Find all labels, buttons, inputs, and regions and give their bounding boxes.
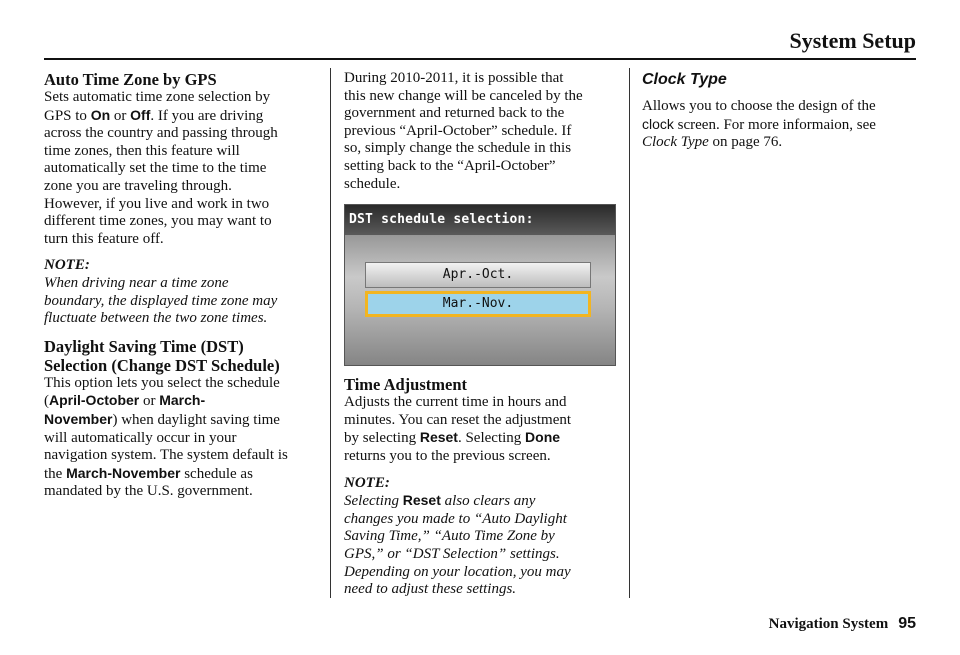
text-line: government and returned back to the (344, 105, 565, 122)
reset-label: Reset (402, 492, 441, 509)
column-divider-2 (629, 68, 630, 598)
clock-label: clock (642, 115, 674, 132)
header-rule (44, 58, 916, 60)
off-option-label: Off (130, 106, 151, 123)
text-line: returns you to the previous screen. (344, 447, 551, 464)
text-line: schedule. (344, 175, 401, 192)
text-line: across the country and passing through (44, 125, 278, 142)
november-label: November (44, 410, 113, 427)
note-label: NOTE: (44, 257, 90, 274)
text-fragment: by selecting (344, 430, 420, 447)
reset-label: Reset (419, 429, 458, 446)
text-fragment: . If you are driving (150, 107, 264, 124)
text-line: boundary, the displayed time zone may (44, 292, 278, 309)
text-fragment: also clears any (440, 493, 536, 510)
text-line: setting back to the “April-October” (344, 157, 556, 174)
text-fragment: schedule as (180, 465, 253, 482)
page-title: System Setup (789, 28, 916, 53)
footer-title: Navigation System (768, 616, 889, 632)
dst-selection-heading (44, 337, 316, 375)
screen-title: DST schedule selection: (349, 212, 534, 228)
dst-change-text (344, 70, 616, 193)
page-number: 95 (898, 615, 916, 632)
time-adjustment-heading: Time Adjustment (344, 375, 467, 395)
text-line: different time zones, you may want to (44, 213, 272, 230)
text-line: fluctuate between the two zone times. (44, 310, 268, 327)
text-fragment: or (110, 107, 131, 124)
text-line: zone you are traveling through. (44, 177, 232, 194)
apr-oct-option[interactable]: Apr.-Oct. (365, 262, 591, 288)
note-text (344, 492, 616, 599)
heading-line: Selection (Change DST Schedule) (44, 355, 280, 375)
text-line: minutes. You can reset the adjustment (344, 411, 572, 428)
april-october-label: April-October (49, 392, 140, 409)
note-text (44, 275, 316, 328)
text-line: turn this feature off. (44, 230, 164, 247)
text-line: changes you made to “Auto Daylight (344, 510, 567, 527)
text-line: automatically set the time to the time (44, 160, 267, 177)
march-november-label: March-November (66, 464, 181, 481)
text-line: Depending on your location, you may (344, 563, 571, 580)
text-fragment: . Selecting (457, 430, 526, 447)
text-fragment: ( (44, 393, 49, 410)
note-label: NOTE: (344, 474, 390, 491)
text-line: Sets automatic time zone selection by (44, 89, 271, 105)
text-fragment: ) when daylight saving time (112, 411, 280, 428)
auto-time-zone-text (44, 89, 316, 248)
column-divider-1 (330, 68, 331, 598)
text-fragment: on page 76. (708, 134, 783, 151)
time-adjustment-text (344, 394, 616, 465)
text-line: However, if you live and work in two (44, 195, 270, 212)
text-line: will automatically occur in your (44, 429, 237, 446)
dst-selection-text (44, 375, 316, 501)
text-line: Adjusts the current time in hours and (344, 394, 567, 411)
column-1 (44, 70, 316, 501)
text-line: this new change will be canceled by the (344, 87, 583, 104)
page-footer (769, 615, 916, 633)
clock-type-text (642, 98, 920, 152)
text-line: When driving near a time zone (44, 274, 229, 291)
text-fragment: GPS to (44, 107, 91, 124)
done-label: Done (525, 429, 561, 446)
column-2 (344, 70, 616, 599)
text-line: so, simply change the schedule in this (344, 140, 572, 157)
text-fragment: screen. For more informaion, see (673, 116, 876, 133)
dst-selection-screen (344, 204, 616, 366)
text-line: During 2010-2011, it is possible that (344, 70, 564, 86)
text-line: mandated by the U.S. government. (44, 483, 253, 500)
on-option-label: On (90, 106, 111, 123)
text-fragment: or (139, 393, 160, 410)
column-3 (642, 70, 920, 152)
text-line: previous “April-October” schedule. If (344, 122, 572, 139)
mar-nov-option[interactable]: Mar.-Nov. (365, 291, 591, 317)
text-fragment: Selecting (344, 493, 403, 510)
text-line: time zones, then this feature will (44, 142, 240, 159)
clock-type-heading: Clock Type (642, 71, 727, 88)
text-fragment: the (44, 465, 67, 482)
text-line: This option lets you select the schedule (44, 374, 280, 391)
text-line: Saving Time,” “Auto Time Zone by (344, 528, 555, 545)
auto-time-zone-heading: Auto Time Zone by GPS (44, 70, 217, 89)
text-line: navigation system. The system default is (44, 447, 288, 464)
text-line: Allows you to choose the design of the (642, 98, 876, 114)
march-label: March- (159, 392, 206, 409)
text-line: GPS,” or “DST Selection” settings. (344, 545, 560, 562)
clock-type-reference: Clock Type (642, 134, 709, 151)
heading-line: Daylight Saving Time (DST) (44, 336, 244, 356)
text-line: need to adjust these settings. (344, 581, 517, 598)
